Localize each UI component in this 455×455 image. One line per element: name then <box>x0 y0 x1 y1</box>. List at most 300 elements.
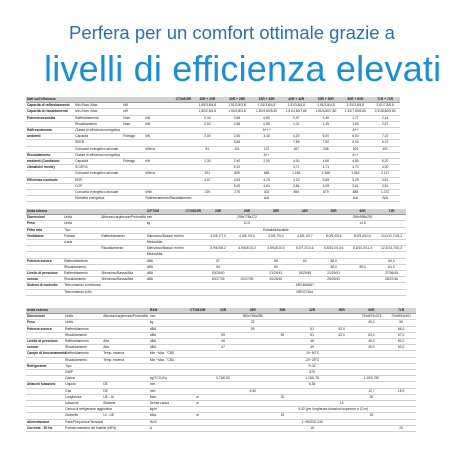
table-cell: A <box>149 425 187 431</box>
table-cell: dBA <box>146 271 183 277</box>
table-cell: 3,51 <box>370 177 400 183</box>
table-cell: Consumo energetico annuale <box>74 190 122 196</box>
table-cell: 3,29 <box>341 177 371 183</box>
table-cell: 7,89 <box>281 140 311 146</box>
table-cell: 304 <box>341 146 371 152</box>
table-cell: 1,50/2,8/4,8 <box>193 109 223 115</box>
table-cell: dBA <box>146 277 183 283</box>
table-cell: 14,5 <box>348 221 377 227</box>
table-cell: Peso <box>26 221 63 227</box>
table-cell: 4,9/6,8/10,0 <box>232 246 261 252</box>
table-cell: AltezzaxLarghezzaxProfondità <box>101 215 146 220</box>
table-cell: Unità <box>63 221 100 227</box>
table-cell: 550x765x285 <box>238 314 268 320</box>
table-cell: 15,9 <box>386 388 416 394</box>
table-cell: dBA <box>149 326 187 332</box>
table-cell: 0,76/0,52 <box>208 376 238 382</box>
table-header-cell: 60R + 60R <box>341 97 371 103</box>
table-cell: Alta <box>102 345 149 351</box>
table-cell: Sistema <box>102 401 149 407</box>
table-cell: 63,0 <box>357 332 387 338</box>
table-cell: Nom. <box>122 115 144 121</box>
table-cell: 4,23 <box>252 177 282 183</box>
table-cell: 2,50 <box>252 159 282 165</box>
table-cell: Campo di funzionamento <box>27 351 67 356</box>
table-cell: 10,0 <box>232 221 261 227</box>
table-cell: 10,0/12,7/18,2 <box>377 233 406 239</box>
table-cell: UI - UE <box>102 413 149 419</box>
table-cell: Silenzioso/Bassa/ m³/min <box>146 246 184 251</box>
table-cell: Temp. esterna <box>102 357 149 363</box>
table-cell: Lunghezza <box>64 394 102 400</box>
table-cell: m <box>187 413 208 419</box>
table-cell: 187 <box>281 146 311 152</box>
table-cell: 1.368 <box>311 171 341 177</box>
table-cell: 3,69 <box>311 177 341 183</box>
table-cell: Riscaldamento <box>63 264 100 270</box>
table-cell: 1,50/4,80/5,80 <box>252 109 282 115</box>
table-cell: Liquido <box>64 382 102 388</box>
table-cell: Potenza sonora <box>26 326 64 332</box>
table-cell: Dimensioni <box>26 314 64 320</box>
table-cell <box>208 425 238 431</box>
table-cell: 465 <box>281 190 311 196</box>
table-cell: 20/27/39 <box>204 277 233 283</box>
table-cell: 278 <box>222 190 252 196</box>
table-cell: dBA <box>146 258 183 264</box>
table-cell: kWh <box>144 190 163 196</box>
table-cell: kW <box>144 115 163 121</box>
table-cell: A+++ <box>252 128 282 134</box>
table-cell: 1,36 <box>311 115 341 121</box>
table-cell <box>222 196 252 202</box>
table-cell: 5,4/7,2/10,6 <box>290 246 319 252</box>
table-cell: 4,0/5,7/9,0 <box>261 233 290 239</box>
table-cell: dBA <box>146 264 183 270</box>
table-cell: 57 <box>204 258 233 264</box>
table-header-cell: 50R + 50R <box>311 97 341 103</box>
table-cell: Raffreddamento <box>63 271 100 277</box>
table-cell: Dislivello <box>64 413 102 419</box>
table-cell: Riscaldamento <box>64 332 102 338</box>
table-cell: Unità <box>63 215 100 221</box>
table-cell: 6,35 <box>297 382 327 388</box>
table-cell: kW <box>122 109 144 115</box>
table-cell: Livello di pressione <box>26 339 64 345</box>
table-cell: 3,61 <box>341 183 371 189</box>
table-cell: Senza carica <box>149 401 187 407</box>
table-cell: Pdesign <box>122 159 144 165</box>
table-cell: R-32 <box>297 363 327 369</box>
table-cell: kWh/a <box>144 146 163 152</box>
table-cell: BRC073A4 <box>290 289 319 295</box>
table-header-cell: 20R <box>208 308 238 314</box>
table-cell: 1,91/3,8/4,8 <box>341 103 371 109</box>
table-cell: 734x954x401 <box>386 314 416 320</box>
table-cell <box>327 425 357 431</box>
table-cell: Silenzioso/Bassa/Alta <box>100 277 145 283</box>
table-cell: 20 <box>268 394 298 400</box>
table-cell <box>348 289 377 295</box>
table-header-cell: Unità interna <box>26 209 63 215</box>
table-row <box>26 196 400 202</box>
table-cell: 219 <box>193 190 223 196</box>
table-cell: 1,51/7,80/8,80 <box>341 109 371 115</box>
table-cell: 6,00 <box>341 134 371 140</box>
table-cell <box>183 289 204 295</box>
table-cell: 6,70 <box>370 140 400 146</box>
table-cell: dBA <box>149 345 187 351</box>
table-header-cell: 20R + 20R <box>193 97 223 103</box>
table-cell: Efficienza nominale <box>26 177 74 183</box>
table-header-cell: Unità esterna <box>26 308 64 314</box>
header-line1: Perfera per un comfort ottimale grazie a <box>69 22 395 43</box>
table-cell: 0,02 (per lunghezza tubazioni superiore a 10 m) <box>298 407 369 412</box>
table-cell: d'aria <box>63 240 100 246</box>
table-cell: DE <box>102 388 149 394</box>
table-cell: ARC466A67 <box>290 283 319 289</box>
table-cell: 2.117 <box>370 171 400 177</box>
table-cell: m <box>187 401 208 407</box>
table-header-cell: 20R <box>204 209 233 215</box>
table-cell <box>122 196 144 202</box>
table-cell: 4,60 <box>311 159 341 165</box>
table-cell: 1,15/0,780 <box>357 376 387 382</box>
table-cell <box>232 289 261 295</box>
table-cell: Min./Nom./Max. <box>74 109 122 115</box>
table-cell: Tipo <box>63 227 100 233</box>
table-cell: 59 <box>268 332 298 338</box>
table-cell: Peso <box>26 320 64 326</box>
table-cell: 21/29/41 <box>319 271 348 277</box>
table-cell <box>193 196 223 202</box>
table-cell: 4,57 <box>193 177 223 183</box>
table-cell: Potenza sonora <box>26 258 63 264</box>
table-cell: 0,56 <box>222 121 252 127</box>
table-cell: mm <box>149 388 187 394</box>
table-cell: 61 <box>297 332 327 338</box>
table-cell: AltezzaxLarghezzaxProfondità <box>103 314 148 319</box>
table-cell: kW <box>122 103 144 109</box>
table-cell: 4,20 <box>281 134 311 140</box>
table-cell: Hz/V <box>149 419 187 425</box>
table-cell: COP <box>74 183 122 189</box>
table-cell: 4,23 <box>281 177 311 183</box>
table-cell: mm <box>146 215 183 221</box>
table-cell: 4,80 <box>341 159 371 165</box>
table-cell: Alimentazione <box>26 419 64 425</box>
table-header-cell: C/FTXM <box>146 209 183 215</box>
table-header-cell: 25R <box>238 308 268 314</box>
table-cell: 66,0 <box>386 326 416 332</box>
table-cell <box>26 289 63 295</box>
table-cell: Gas <box>64 388 102 394</box>
header-line2: livelli di efficienza elevati <box>44 48 442 89</box>
table-cell: 686 <box>252 171 282 177</box>
table-cell: 49 <box>297 345 327 351</box>
table-cell: Raffreddamento <box>64 351 102 357</box>
table-cell: 5,9/6,9/8,2 <box>204 246 233 252</box>
table-cell: A++ <box>341 152 371 158</box>
table-cell: 299x998x292 <box>348 215 377 221</box>
table-cell <box>377 289 406 295</box>
table-cell: mm <box>149 382 187 388</box>
table-cell: 55 <box>386 320 416 326</box>
table-cell: 8,65 <box>222 140 252 146</box>
table-cell: 1.072 <box>370 190 400 196</box>
table-cell: climatiche medie) <box>26 165 74 171</box>
table-cell: ambienti (Condizioni <box>26 159 74 165</box>
table-cell: 236 <box>311 146 341 152</box>
table-header-cell: 50R <box>327 308 357 314</box>
table-cell: kWh/a <box>144 171 163 177</box>
table-cell: 20/27/39 <box>232 277 261 283</box>
table-cell: Silenzioso/Bassa/ m³/min <box>146 233 184 238</box>
table-cell: 5,00 <box>311 134 341 140</box>
table-cell: 52,0 <box>386 339 416 345</box>
table-cell: Portata <box>63 233 100 239</box>
table-cell: Raffreddamento <box>63 258 100 264</box>
table-cell: 1,51/4,80/7,80 <box>281 109 311 115</box>
table-cell: 2,00 <box>193 134 223 140</box>
table-cell: 20 <box>357 413 387 419</box>
table-cell: 19/25/40 <box>204 271 233 277</box>
table-cell: 0,97 <box>281 115 311 121</box>
table-header-cell: 20R + 25R <box>222 97 252 103</box>
table-cell: 1,91/3,8/4,8 <box>281 103 311 109</box>
table-cell: Capacità <box>74 134 122 140</box>
table-cell: Alta <box>102 339 149 345</box>
table-header-cell: CTXM15R <box>183 209 204 215</box>
table-header-cell: 50R <box>319 209 348 215</box>
table-cell: 30 <box>357 394 387 400</box>
table-cell: 61 <box>297 326 327 332</box>
table-cell: DE <box>102 382 149 388</box>
table-cell: Refrigerante <box>26 363 64 369</box>
table-cell: 401 <box>370 146 400 152</box>
table-cell: 12,3/14,7/20,3 <box>377 246 406 252</box>
table-cell: 1,89/3,8/4,8 <box>193 103 223 109</box>
table-cell: Riscaldamento <box>74 121 122 127</box>
table-cell: 58,0 <box>319 264 348 270</box>
table-cell: 4,53 <box>222 177 252 183</box>
table-cell: 659 <box>222 171 252 177</box>
table-cell: Media/Alta <box>146 240 183 246</box>
table-cell: 1,50/2,8/4,8 <box>222 109 252 115</box>
table-cell: 1.189 <box>281 171 311 177</box>
table-cell: Unità <box>64 320 102 326</box>
table-cell: 62,0 <box>327 332 357 338</box>
table-cell: 6,20 <box>370 159 400 165</box>
table-cell: SCOP/A <box>74 165 122 171</box>
table-cell: GWP <box>64 370 102 376</box>
table-cell: Dimensioni <box>26 215 63 221</box>
table-cell: kg <box>146 221 183 227</box>
table-cell: 59 <box>208 332 238 338</box>
table-cell: 32 <box>238 320 268 326</box>
table-cell: SEER <box>74 140 122 146</box>
table-cell: 27/36/45 <box>377 271 406 277</box>
table-cell: 2,30 <box>193 159 223 165</box>
table-cell: 2,50 <box>222 134 252 140</box>
table-header-cell: 42R + 42R <box>281 97 311 103</box>
table-cell: 734x870x373 <box>357 314 387 320</box>
table-cell: Livello di pressione <box>26 271 63 277</box>
table-header-cell: 42R <box>297 308 327 314</box>
table-cell: 4,6/6,1/9,7 <box>290 233 319 239</box>
table-cell: Carica di refrigerante aggiuntiva <box>65 407 112 412</box>
table-cell: Estraibile/lavabile <box>263 227 289 232</box>
table-header-cell: 60R <box>357 308 387 314</box>
table-cell: 0,44 <box>193 115 223 121</box>
table-cell: 1,51/6,80/7,80 <box>311 109 341 115</box>
table-cell: Telecomando a filo <box>63 289 100 295</box>
table-cell: Temp. esterna <box>102 351 149 357</box>
table-cell: 8,0/9,4/10,0 <box>348 233 377 239</box>
table-cell: Potenza assorbita <box>26 115 74 121</box>
table-cell: 2,31/8,80/9,80 <box>370 109 400 115</box>
table-cell: Attacchi tubazioni <box>26 382 64 388</box>
table-cell: 7,50 <box>311 140 341 146</box>
table-cell: 47 <box>208 345 238 351</box>
table-cell: Portata massima del fusibile (MFA) <box>65 425 117 430</box>
table-cell: 1,91/3,8/4,8 <box>252 103 282 109</box>
table-cell: Riscaldamento <box>26 152 74 158</box>
table-cell <box>319 289 348 295</box>
table-cell: 679 <box>311 190 341 196</box>
table-cell: Tipo <box>64 363 102 369</box>
table-cell <box>261 289 290 295</box>
table-cell: 10 <box>327 401 357 407</box>
table-cell: kW <box>144 121 163 127</box>
table-cell: 675 <box>297 370 327 376</box>
table-cell: kg/TCO₂Eq <box>149 376 187 382</box>
table-cell: 60 <box>261 264 290 270</box>
table-cell: 46 <box>208 339 238 345</box>
table-cell: 25/29/42 <box>319 277 348 283</box>
table-cell: A++ <box>341 128 371 134</box>
table-cell: Unità <box>64 314 102 320</box>
table-cell: 15 <box>268 413 298 419</box>
table-cell: 0,56 <box>222 115 252 121</box>
table-cell: 6,93 <box>341 140 371 146</box>
table-cell: 58 <box>261 258 290 264</box>
table-cell: A++ <box>252 152 282 158</box>
table-cell: 4,0/5,7/7,0 <box>204 233 233 239</box>
table-cell: Riscaldamento <box>100 246 145 252</box>
outdoor-unit-table <box>26 308 416 432</box>
table-cell: Raffreddamento <box>100 233 145 239</box>
table-cell: 1,01 <box>281 121 311 127</box>
table-cell: 4,71 <box>281 165 311 171</box>
table-cell: Etichetta energetica <box>74 196 122 202</box>
table-cell <box>187 425 208 431</box>
table-cell: Raffreddamento <box>74 115 122 121</box>
table-cell: 49,0 <box>357 320 387 326</box>
table-cell: 0,80 <box>252 121 282 127</box>
table-cell: Max. <box>149 413 187 419</box>
table-cell: 49,0 <box>357 339 387 345</box>
table-cell: sonora <box>26 277 63 283</box>
table-cell: Riscaldamento <box>63 277 100 283</box>
table-cell: 62,0 <box>327 326 357 332</box>
table-cell: 2,61/7,8/8,8 <box>370 103 400 109</box>
table-cell: -10~50°C <box>297 351 327 357</box>
table-cell: 4,0/5,7/9,0 <box>232 233 261 239</box>
table-cell: kg/m <box>149 407 187 413</box>
table-cell: Sistemi di controllo <box>26 283 63 289</box>
table-cell: 3,40 <box>252 134 282 140</box>
table-cell: Riscaldamento <box>64 357 102 363</box>
table-header-cell: CTXM15R <box>187 308 208 314</box>
table-cell: B/A <box>370 196 400 202</box>
table-cell: 8,0/9,4/9,4 <box>319 233 348 239</box>
table-cell: Riscaldamento <box>64 345 102 351</box>
table-cell: 3,51 <box>370 183 400 189</box>
table-cell <box>146 289 183 295</box>
table-cell: tubazioni <box>64 401 102 407</box>
table-cell: 59,0 <box>348 264 377 270</box>
table-cell: Max. <box>149 394 187 400</box>
table-cell: 59 <box>238 326 268 332</box>
table-cell: 16 <box>297 425 327 431</box>
table-cell: EER <box>74 177 122 183</box>
indoor-unit-table <box>26 209 406 296</box>
table-cell: Raffreddamento <box>64 326 102 332</box>
table-cell: 4,70 <box>341 165 371 171</box>
table-cell: dBA <box>149 339 187 345</box>
table-row <box>26 289 406 295</box>
table-cell: 49,0 <box>357 345 387 351</box>
table-header-cell: Dati sull'efficienza <box>26 97 74 103</box>
table-cell: 52,0 <box>386 345 416 351</box>
table-cell: kW <box>144 159 163 165</box>
table-cell: Capacità <box>74 159 122 165</box>
table-header-cell: 42R <box>290 209 319 215</box>
table-header-cell: 71R <box>377 209 406 215</box>
table-cell: 4,84 <box>252 183 282 189</box>
table-header-cell: 25R <box>232 209 261 215</box>
table-cell: 20 <box>386 425 416 431</box>
table-cell: Corrente - 50 Hz <box>26 425 64 431</box>
table-cell: m <box>187 394 208 400</box>
table-header-cell: 71R + 71R <box>370 97 400 103</box>
table-cell: Min.~Max. °CBS <box>149 351 187 357</box>
table-cell: 1,77 <box>341 115 371 121</box>
table-cell: 5,00 <box>222 183 252 189</box>
table-cell: 2,14 <box>370 115 400 121</box>
table-cell: 19/29/45 <box>290 271 319 277</box>
table-cell: 402 <box>252 190 282 196</box>
table-cell: kg <box>149 320 187 326</box>
table-cell: dBA <box>149 332 187 338</box>
table-cell: 1~/50/220-240 <box>297 419 327 425</box>
table-cell: 20/28/40 <box>261 277 290 283</box>
efficiency-table <box>26 97 400 202</box>
table-cell: 1.562 <box>341 171 371 177</box>
table-cell: 48 <box>297 339 327 345</box>
table-cell: 101 <box>222 146 252 152</box>
table-cell: 4,71 <box>311 165 341 171</box>
table-row <box>26 425 416 431</box>
table-cell <box>311 196 341 202</box>
table-cell <box>204 289 233 295</box>
table-header-cell: 35R <box>268 308 298 314</box>
table-cell: Raffrescamento/Riscaldamento <box>145 196 192 201</box>
table-cell: 631 <box>193 171 223 177</box>
table-cell: 81 <box>193 146 223 152</box>
table-cell <box>281 196 311 202</box>
